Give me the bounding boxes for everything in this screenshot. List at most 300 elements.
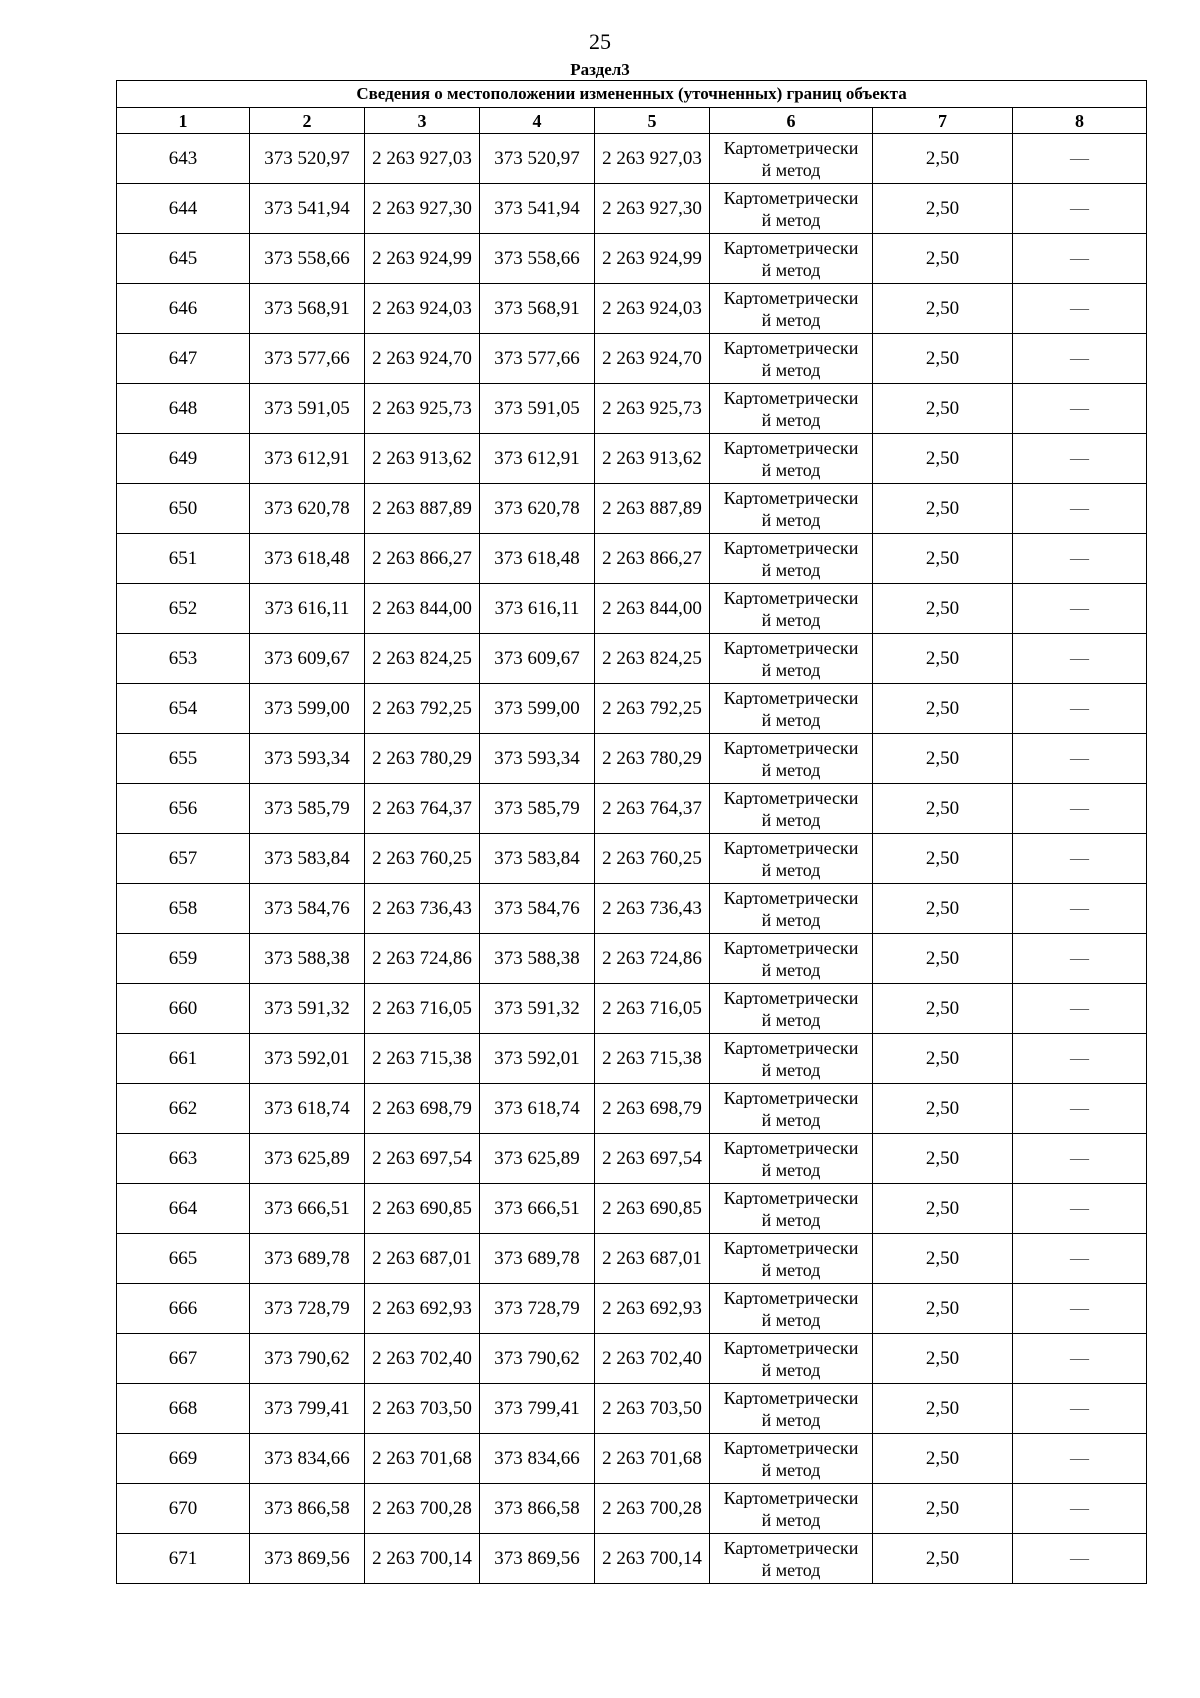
table-caption: Сведения о местоположении измененных (уточненных) границ объекта bbox=[117, 81, 1147, 108]
table-row bbox=[117, 884, 1147, 934]
method-text-line1: Картометрически bbox=[723, 1237, 859, 1258]
column-header: 3 bbox=[365, 108, 480, 134]
method-cell bbox=[710, 334, 873, 384]
notes-cell: — bbox=[1013, 1184, 1147, 1234]
notes-cell: — bbox=[1013, 1034, 1147, 1084]
notes-cell: — bbox=[1013, 1534, 1147, 1584]
method-text-line2: й метод bbox=[761, 159, 821, 180]
accuracy-cell: 2,50 bbox=[873, 1534, 1013, 1584]
point-number-cell: 656 bbox=[117, 784, 250, 834]
method-text-line2: й метод bbox=[761, 259, 821, 280]
coordinate-y-cell: 2 263 724,86 bbox=[365, 934, 480, 984]
section-title: Раздел3 bbox=[570, 60, 630, 79]
coordinate-x-cell: 373 618,74 bbox=[250, 1084, 365, 1134]
method-cell bbox=[710, 1334, 873, 1384]
method-text-line1: Картометрически bbox=[723, 637, 859, 658]
coordinate-y-cell: 2 263 724,86 bbox=[595, 934, 710, 984]
table-row bbox=[117, 534, 1147, 584]
method-text-line2: й метод bbox=[761, 359, 821, 380]
point-number-cell: 660 bbox=[117, 984, 250, 1034]
coordinate-x-cell: 373 593,34 bbox=[480, 734, 595, 784]
coordinate-y-cell: 2 263 764,37 bbox=[365, 784, 480, 834]
method-text-line2: й метод bbox=[761, 759, 821, 780]
method-text-line2: й метод bbox=[761, 1459, 821, 1480]
coordinate-x-cell: 373 558,66 bbox=[250, 234, 365, 284]
method-cell bbox=[710, 934, 873, 984]
point-number-cell: 649 bbox=[117, 434, 250, 484]
method-text-line1: Картометрически bbox=[723, 387, 859, 408]
coordinate-x-cell: 373 625,89 bbox=[480, 1134, 595, 1184]
notes-cell: — bbox=[1013, 484, 1147, 534]
notes-cell: — bbox=[1013, 1484, 1147, 1534]
method-cell bbox=[710, 484, 873, 534]
method-cell bbox=[710, 1234, 873, 1284]
point-number-cell: 644 bbox=[117, 184, 250, 234]
table-row bbox=[117, 1384, 1147, 1434]
coordinate-x-cell: 373 618,48 bbox=[480, 534, 595, 584]
method-cell bbox=[710, 434, 873, 484]
coordinate-x-cell: 373 583,84 bbox=[250, 834, 365, 884]
coordinate-x-cell: 373 558,66 bbox=[480, 234, 595, 284]
table-body bbox=[117, 134, 1147, 1584]
notes-cell: — bbox=[1013, 184, 1147, 234]
method-cell bbox=[710, 1534, 873, 1584]
accuracy-cell: 2,50 bbox=[873, 1034, 1013, 1084]
coordinate-y-cell: 2 263 844,00 bbox=[365, 584, 480, 634]
point-number-cell: 650 bbox=[117, 484, 250, 534]
coordinate-x-cell: 373 584,76 bbox=[480, 884, 595, 934]
coordinate-y-cell: 2 263 792,25 bbox=[365, 684, 480, 734]
method-text-line2: й метод bbox=[761, 1409, 821, 1430]
coordinate-x-cell: 373 577,66 bbox=[250, 334, 365, 384]
method-text-line2: й метод bbox=[761, 809, 821, 830]
coordinate-y-cell: 2 263 824,25 bbox=[365, 634, 480, 684]
method-text-line1: Картометрически bbox=[723, 937, 859, 958]
coordinate-y-cell: 2 263 701,68 bbox=[595, 1434, 710, 1484]
notes-cell: — bbox=[1013, 984, 1147, 1034]
accuracy-cell: 2,50 bbox=[873, 1084, 1013, 1134]
method-text-line1: Картометрически bbox=[723, 287, 859, 308]
coordinate-y-cell: 2 263 736,43 bbox=[595, 884, 710, 934]
coordinate-y-cell: 2 263 927,30 bbox=[365, 184, 480, 234]
coordinate-y-cell: 2 263 700,28 bbox=[595, 1484, 710, 1534]
coordinate-y-cell: 2 263 780,29 bbox=[365, 734, 480, 784]
column-header: 7 bbox=[873, 108, 1013, 134]
coordinate-x-cell: 373 592,01 bbox=[480, 1034, 595, 1084]
coordinate-x-cell: 373 588,38 bbox=[480, 934, 595, 984]
table-row bbox=[117, 1234, 1147, 1284]
table-row bbox=[117, 634, 1147, 684]
coordinate-y-cell: 2 263 913,62 bbox=[595, 434, 710, 484]
notes-cell: — bbox=[1013, 684, 1147, 734]
notes-cell: — bbox=[1013, 384, 1147, 434]
accuracy-cell: 2,50 bbox=[873, 184, 1013, 234]
point-number-cell: 658 bbox=[117, 884, 250, 934]
accuracy-cell: 2,50 bbox=[873, 334, 1013, 384]
coordinate-y-cell: 2 263 887,89 bbox=[595, 484, 710, 534]
method-text-line2: й метод bbox=[761, 1559, 821, 1580]
coordinate-x-cell: 373 728,79 bbox=[250, 1284, 365, 1334]
point-number-cell: 655 bbox=[117, 734, 250, 784]
accuracy-cell: 2,50 bbox=[873, 1334, 1013, 1384]
notes-cell: — bbox=[1013, 1134, 1147, 1184]
method-text-line2: й метод bbox=[761, 559, 821, 580]
method-cell bbox=[710, 234, 873, 284]
coordinate-x-cell: 373 866,58 bbox=[480, 1484, 595, 1534]
notes-cell: — bbox=[1013, 1234, 1147, 1284]
method-text-line1: Картометрически bbox=[723, 1337, 859, 1358]
coordinate-x-cell: 373 568,91 bbox=[250, 284, 365, 334]
method-text-line2: й метод bbox=[761, 1159, 821, 1180]
table-row bbox=[117, 434, 1147, 484]
point-number-cell: 668 bbox=[117, 1384, 250, 1434]
method-cell bbox=[710, 584, 873, 634]
table-row bbox=[117, 784, 1147, 834]
coordinate-y-cell: 2 263 701,68 bbox=[365, 1434, 480, 1484]
coordinate-y-cell: 2 263 760,25 bbox=[595, 834, 710, 884]
coordinate-x-cell: 373 577,66 bbox=[480, 334, 595, 384]
coordinate-x-cell: 373 625,89 bbox=[250, 1134, 365, 1184]
accuracy-cell: 2,50 bbox=[873, 284, 1013, 334]
notes-cell: — bbox=[1013, 234, 1147, 284]
table-row bbox=[117, 1534, 1147, 1584]
coordinate-y-cell: 2 263 703,50 bbox=[365, 1384, 480, 1434]
coordinate-x-cell: 373 520,97 bbox=[480, 134, 595, 184]
method-text-line2: й метод bbox=[761, 209, 821, 230]
coordinate-y-cell: 2 263 913,62 bbox=[365, 434, 480, 484]
coordinate-x-cell: 373 618,74 bbox=[480, 1084, 595, 1134]
table-caption-row bbox=[117, 81, 1147, 108]
accuracy-cell: 2,50 bbox=[873, 234, 1013, 284]
accuracy-cell: 2,50 bbox=[873, 1484, 1013, 1534]
table-row bbox=[117, 734, 1147, 784]
column-header: 5 bbox=[595, 108, 710, 134]
coordinate-y-cell: 2 263 700,14 bbox=[365, 1534, 480, 1584]
coordinate-y-cell: 2 263 924,99 bbox=[595, 234, 710, 284]
coordinate-y-cell: 2 263 715,38 bbox=[365, 1034, 480, 1084]
coordinate-x-cell: 373 866,58 bbox=[250, 1484, 365, 1534]
notes-cell: — bbox=[1013, 934, 1147, 984]
accuracy-cell: 2,50 bbox=[873, 584, 1013, 634]
table-row bbox=[117, 134, 1147, 184]
method-cell bbox=[710, 1184, 873, 1234]
coordinate-y-cell: 2 263 824,25 bbox=[595, 634, 710, 684]
accuracy-cell: 2,50 bbox=[873, 484, 1013, 534]
table-row bbox=[117, 384, 1147, 434]
coordinate-x-cell: 373 689,78 bbox=[250, 1234, 365, 1284]
coordinate-x-cell: 373 612,91 bbox=[480, 434, 595, 484]
coordinate-x-cell: 373 834,66 bbox=[250, 1434, 365, 1484]
accuracy-cell: 2,50 bbox=[873, 534, 1013, 584]
point-number-cell: 667 bbox=[117, 1334, 250, 1384]
page-number: 25 bbox=[589, 29, 611, 54]
table-row bbox=[117, 1484, 1147, 1534]
method-text-line1: Картометрически bbox=[723, 687, 859, 708]
notes-cell: — bbox=[1013, 634, 1147, 684]
method-cell bbox=[710, 884, 873, 934]
point-number-cell: 659 bbox=[117, 934, 250, 984]
coordinate-x-cell: 373 618,48 bbox=[250, 534, 365, 584]
notes-cell: — bbox=[1013, 534, 1147, 584]
notes-cell: — bbox=[1013, 734, 1147, 784]
coordinate-x-cell: 373 592,01 bbox=[250, 1034, 365, 1084]
point-number-cell: 669 bbox=[117, 1434, 250, 1484]
point-number-cell: 661 bbox=[117, 1034, 250, 1084]
coordinate-y-cell: 2 263 697,54 bbox=[365, 1134, 480, 1184]
method-text-line2: й метод bbox=[761, 1059, 821, 1080]
notes-cell: — bbox=[1013, 1334, 1147, 1384]
coordinate-y-cell: 2 263 924,70 bbox=[365, 334, 480, 384]
coordinate-x-cell: 373 609,67 bbox=[250, 634, 365, 684]
notes-cell: — bbox=[1013, 834, 1147, 884]
method-text-line2: й метод bbox=[761, 609, 821, 630]
method-text-line2: й метод bbox=[761, 1359, 821, 1380]
coordinate-y-cell: 2 263 792,25 bbox=[595, 684, 710, 734]
column-header: 6 bbox=[710, 108, 873, 134]
coordinate-y-cell: 2 263 692,93 bbox=[595, 1284, 710, 1334]
point-number-cell: 647 bbox=[117, 334, 250, 384]
method-text-line1: Картометрически bbox=[723, 1387, 859, 1408]
accuracy-cell: 2,50 bbox=[873, 634, 1013, 684]
method-text-line2: й метод bbox=[761, 1309, 821, 1330]
table-row bbox=[117, 984, 1147, 1034]
method-text-line1: Картометрически bbox=[723, 537, 859, 558]
notes-cell: — bbox=[1013, 884, 1147, 934]
table-row bbox=[117, 484, 1147, 534]
coordinate-y-cell: 2 263 698,79 bbox=[595, 1084, 710, 1134]
coordinate-y-cell: 2 263 702,40 bbox=[595, 1334, 710, 1384]
method-cell bbox=[710, 1384, 873, 1434]
accuracy-cell: 2,50 bbox=[873, 434, 1013, 484]
method-text-line2: й метод bbox=[761, 1259, 821, 1280]
coordinate-x-cell: 373 609,67 bbox=[480, 634, 595, 684]
notes-cell: — bbox=[1013, 584, 1147, 634]
point-number-cell: 646 bbox=[117, 284, 250, 334]
point-number-cell: 665 bbox=[117, 1234, 250, 1284]
point-number-cell: 663 bbox=[117, 1134, 250, 1184]
accuracy-cell: 2,50 bbox=[873, 984, 1013, 1034]
table-row bbox=[117, 684, 1147, 734]
coordinate-y-cell: 2 263 702,40 bbox=[365, 1334, 480, 1384]
coordinate-x-cell: 373 593,34 bbox=[250, 734, 365, 784]
table-row bbox=[117, 1184, 1147, 1234]
coordinate-x-cell: 373 689,78 bbox=[480, 1234, 595, 1284]
table-row bbox=[117, 1334, 1147, 1384]
coordinate-x-cell: 373 799,41 bbox=[480, 1384, 595, 1434]
coordinate-x-cell: 373 591,05 bbox=[480, 384, 595, 434]
point-number-cell: 671 bbox=[117, 1534, 250, 1584]
coordinate-x-cell: 373 790,62 bbox=[250, 1334, 365, 1384]
coordinate-y-cell: 2 263 687,01 bbox=[365, 1234, 480, 1284]
coordinate-x-cell: 373 869,56 bbox=[480, 1534, 595, 1584]
method-cell bbox=[710, 184, 873, 234]
method-text-line1: Картометрически bbox=[723, 1087, 859, 1108]
accuracy-cell: 2,50 bbox=[873, 934, 1013, 984]
method-text-line1: Картометрически bbox=[723, 1187, 859, 1208]
coordinate-x-cell: 373 541,94 bbox=[480, 184, 595, 234]
coordinate-x-cell: 373 584,76 bbox=[250, 884, 365, 934]
coordinate-y-cell: 2 263 924,99 bbox=[365, 234, 480, 284]
coordinate-x-cell: 373 585,79 bbox=[250, 784, 365, 834]
method-text-line1: Картометрически bbox=[723, 737, 859, 758]
accuracy-cell: 2,50 bbox=[873, 1284, 1013, 1334]
method-text-line2: й метод bbox=[761, 1109, 821, 1130]
point-number-cell: 666 bbox=[117, 1284, 250, 1334]
method-text-line2: й метод bbox=[761, 1009, 821, 1030]
coordinate-x-cell: 373 666,51 bbox=[250, 1184, 365, 1234]
coordinate-x-cell: 373 666,51 bbox=[480, 1184, 595, 1234]
notes-cell: — bbox=[1013, 1084, 1147, 1134]
notes-cell: — bbox=[1013, 1434, 1147, 1484]
coordinate-y-cell: 2 263 700,14 bbox=[595, 1534, 710, 1584]
point-number-cell: 657 bbox=[117, 834, 250, 884]
method-cell bbox=[710, 134, 873, 184]
notes-cell: — bbox=[1013, 134, 1147, 184]
accuracy-cell: 2,50 bbox=[873, 1434, 1013, 1484]
method-cell bbox=[710, 734, 873, 784]
method-cell bbox=[710, 284, 873, 334]
coordinate-y-cell: 2 263 716,05 bbox=[365, 984, 480, 1034]
point-number-cell: 670 bbox=[117, 1484, 250, 1534]
coordinate-y-cell: 2 263 844,00 bbox=[595, 584, 710, 634]
coordinate-x-cell: 373 799,41 bbox=[250, 1384, 365, 1434]
coordinate-x-cell: 373 728,79 bbox=[480, 1284, 595, 1334]
method-text-line2: й метод bbox=[761, 959, 821, 980]
coordinate-y-cell: 2 263 736,43 bbox=[365, 884, 480, 934]
notes-cell: — bbox=[1013, 284, 1147, 334]
method-text-line1: Картометрически bbox=[723, 1037, 859, 1058]
table-row bbox=[117, 1134, 1147, 1184]
accuracy-cell: 2,50 bbox=[873, 1234, 1013, 1284]
column-header: 2 bbox=[250, 108, 365, 134]
method-text-line2: й метод bbox=[761, 309, 821, 330]
method-cell bbox=[710, 684, 873, 734]
coordinate-x-cell: 373 591,32 bbox=[480, 984, 595, 1034]
accuracy-cell: 2,50 bbox=[873, 684, 1013, 734]
coordinate-y-cell: 2 263 866,27 bbox=[595, 534, 710, 584]
method-text-line1: Картометрически bbox=[723, 1437, 859, 1458]
notes-cell: — bbox=[1013, 1384, 1147, 1434]
notes-cell: — bbox=[1013, 434, 1147, 484]
point-number-cell: 648 bbox=[117, 384, 250, 434]
coordinate-y-cell: 2 263 760,25 bbox=[365, 834, 480, 884]
coordinate-y-cell: 2 263 716,05 bbox=[595, 984, 710, 1034]
method-text-line1: Картометрически bbox=[723, 237, 859, 258]
method-text-line2: й метод bbox=[761, 909, 821, 930]
table-row bbox=[117, 234, 1147, 284]
point-number-cell: 643 bbox=[117, 134, 250, 184]
coordinate-x-cell: 373 568,91 bbox=[480, 284, 595, 334]
method-text-line2: й метод bbox=[761, 859, 821, 880]
coordinate-x-cell: 373 616,11 bbox=[480, 584, 595, 634]
coordinate-y-cell: 2 263 715,38 bbox=[595, 1034, 710, 1084]
notes-cell: — bbox=[1013, 1284, 1147, 1334]
notes-cell: — bbox=[1013, 784, 1147, 834]
coordinate-y-cell: 2 263 927,03 bbox=[365, 134, 480, 184]
method-text-line1: Картометрически bbox=[723, 837, 859, 858]
accuracy-cell: 2,50 bbox=[873, 834, 1013, 884]
method-cell bbox=[710, 1484, 873, 1534]
coordinate-y-cell: 2 263 866,27 bbox=[365, 534, 480, 584]
coordinate-y-cell: 2 263 925,73 bbox=[365, 384, 480, 434]
point-number-cell: 652 bbox=[117, 584, 250, 634]
coordinate-y-cell: 2 263 927,03 bbox=[595, 134, 710, 184]
method-cell bbox=[710, 1434, 873, 1484]
notes-cell: — bbox=[1013, 334, 1147, 384]
coordinate-y-cell: 2 263 698,79 bbox=[365, 1084, 480, 1134]
coordinate-y-cell: 2 263 690,85 bbox=[365, 1184, 480, 1234]
method-text-line1: Картометрически bbox=[723, 487, 859, 508]
coordinate-x-cell: 373 588,38 bbox=[250, 934, 365, 984]
method-text-line2: й метод bbox=[761, 1209, 821, 1230]
coordinate-x-cell: 373 869,56 bbox=[250, 1534, 365, 1584]
coordinate-x-cell: 373 599,00 bbox=[480, 684, 595, 734]
coordinate-x-cell: 373 599,00 bbox=[250, 684, 365, 734]
coordinate-x-cell: 373 591,32 bbox=[250, 984, 365, 1034]
accuracy-cell: 2,50 bbox=[873, 734, 1013, 784]
column-header: 1 bbox=[117, 108, 250, 134]
coordinate-x-cell: 373 616,11 bbox=[250, 584, 365, 634]
point-number-cell: 654 bbox=[117, 684, 250, 734]
coordinate-x-cell: 373 620,78 bbox=[480, 484, 595, 534]
point-number-cell: 662 bbox=[117, 1084, 250, 1134]
coordinate-x-cell: 373 585,79 bbox=[480, 784, 595, 834]
coordinate-y-cell: 2 263 692,93 bbox=[365, 1284, 480, 1334]
coordinate-y-cell: 2 263 700,28 bbox=[365, 1484, 480, 1534]
point-number-cell: 645 bbox=[117, 234, 250, 284]
column-header: 4 bbox=[480, 108, 595, 134]
method-cell bbox=[710, 834, 873, 884]
coordinate-y-cell: 2 263 764,37 bbox=[595, 784, 710, 834]
method-cell bbox=[710, 384, 873, 434]
method-text-line2: й метод bbox=[761, 509, 821, 530]
method-text-line1: Картометрически bbox=[723, 137, 859, 158]
coordinate-x-cell: 373 834,66 bbox=[480, 1434, 595, 1484]
accuracy-cell: 2,50 bbox=[873, 384, 1013, 434]
method-text-line1: Картометрически bbox=[723, 1287, 859, 1308]
method-text-line1: Картометрически bbox=[723, 1537, 859, 1558]
table-row bbox=[117, 584, 1147, 634]
table-row bbox=[117, 1284, 1147, 1334]
coordinate-y-cell: 2 263 697,54 bbox=[595, 1134, 710, 1184]
table-row bbox=[117, 1084, 1147, 1134]
method-cell bbox=[710, 1034, 873, 1084]
method-cell bbox=[710, 984, 873, 1034]
method-text-line2: й метод bbox=[761, 459, 821, 480]
method-text-line1: Картометрически bbox=[723, 787, 859, 808]
accuracy-cell: 2,50 bbox=[873, 1134, 1013, 1184]
coordinate-x-cell: 373 591,05 bbox=[250, 384, 365, 434]
table-row bbox=[117, 184, 1147, 234]
accuracy-cell: 2,50 bbox=[873, 1184, 1013, 1234]
method-text-line1: Картометрически bbox=[723, 437, 859, 458]
method-text-line1: Картометрически bbox=[723, 587, 859, 608]
table-row bbox=[117, 834, 1147, 884]
accuracy-cell: 2,50 bbox=[873, 784, 1013, 834]
accuracy-cell: 2,50 bbox=[873, 884, 1013, 934]
coordinate-y-cell: 2 263 690,85 bbox=[595, 1184, 710, 1234]
coordinate-y-cell: 2 263 927,30 bbox=[595, 184, 710, 234]
coordinate-x-cell: 373 583,84 bbox=[480, 834, 595, 884]
coordinate-x-cell: 373 620,78 bbox=[250, 484, 365, 534]
coordinate-x-cell: 373 790,62 bbox=[480, 1334, 595, 1384]
coordinate-y-cell: 2 263 703,50 bbox=[595, 1384, 710, 1434]
accuracy-cell: 2,50 bbox=[873, 134, 1013, 184]
coordinate-x-cell: 373 612,91 bbox=[250, 434, 365, 484]
point-number-cell: 664 bbox=[117, 1184, 250, 1234]
method-cell bbox=[710, 1084, 873, 1134]
method-text-line1: Картометрически bbox=[723, 187, 859, 208]
